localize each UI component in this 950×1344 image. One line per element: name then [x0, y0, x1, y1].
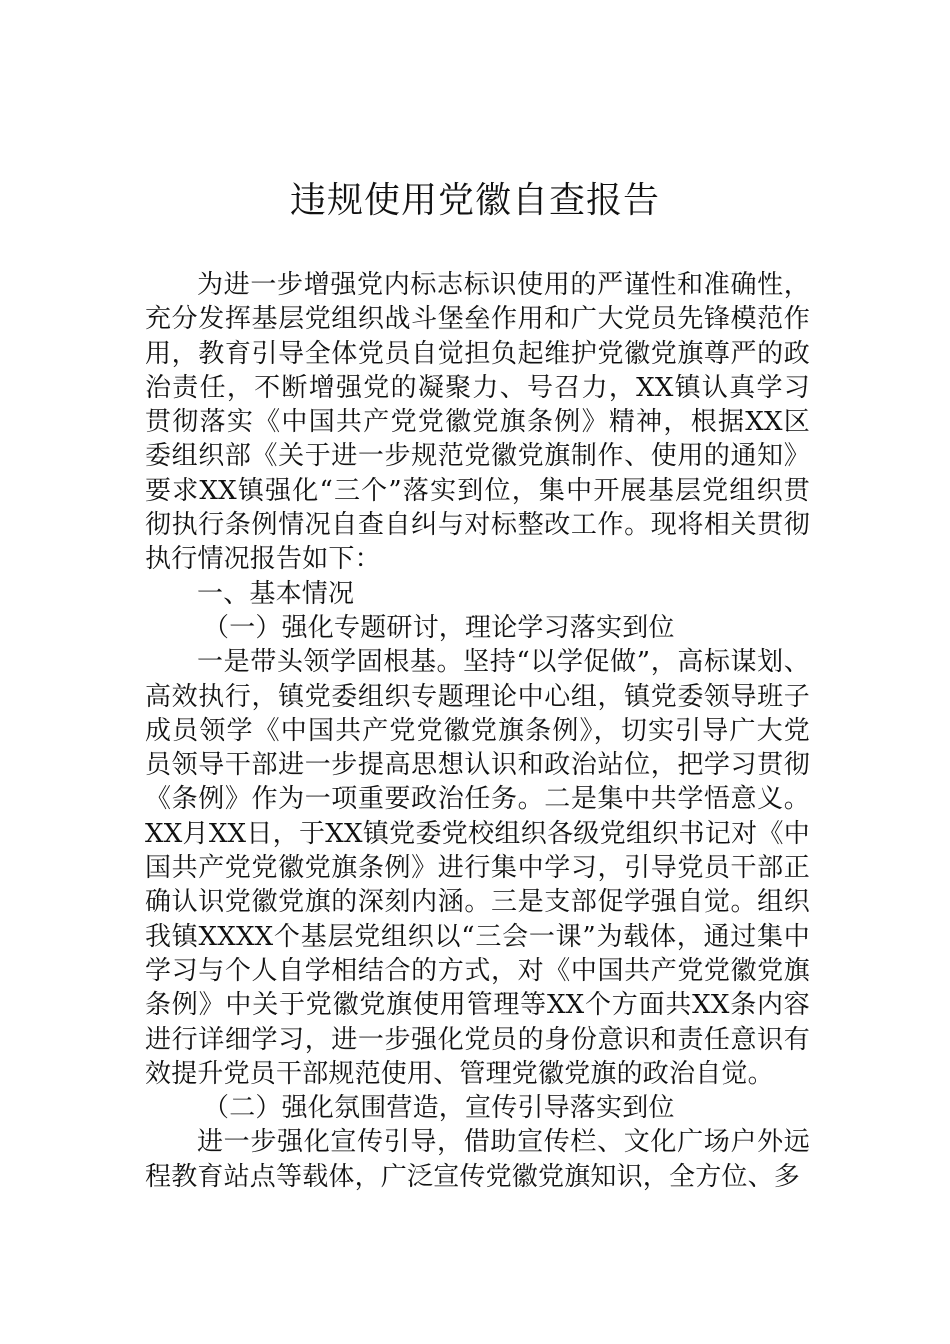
subsection-heading-1: （一）强化专题研讨，理论学习落实到位: [203, 612, 675, 643]
subsection-heading-2: （二）强化氛围营造，宣传引导落实到位: [203, 1093, 675, 1124]
section-heading-basic-situation: 一、基本情况: [197, 578, 355, 609]
document-title: 违规使用党徽自查报告: [289, 180, 660, 221]
intro-paragraph: 为进一步增强党内标志标识使用的严谨性和准确性，充分发挥基层党组织战斗堡垒作用和广大党员先锋模范作用，教育引导全体党员自觉担负起维护党徽党旗尊严的政治责任，不断增强党的凝聚力、号召力，XX镇认真学习贯彻落实《中国共产党党徽党旗条例》精神，根据XX区委组织部《关于进一步规范党徽党旗制作、使用的通知》要求XX镇强化“三个”落实到位，集中开展基层党组织贯彻执行条例情况自查自纠与对标整改工作。现将相关贯彻执行情况报告如下：: [145, 270, 810, 575]
document-body: [145, 268, 810, 1194]
subsection-2-paragraph: 进一步强化宣传引导，借助宣传栏、文化广场户外远程教育站点等载体，广泛宣传党徽党旗知识，全方位、多: [145, 1127, 810, 1192]
subsection-1-paragraph: 一是带头领学固根基。坚持“以学促做”，高标谋划、高效执行，镇党委组织专题理论中心组，镇党委领导班子成员领学《中国共产党党徽党旗条例》，切实引导广大党员领导干部进一步提高思想认识和政治站位，把学习贯彻《条例》作为一项重要政治任务。二是集中共学悟意义。XX月XX日，于XX镇党委党校组织各级党组织书记对《中国共产党党徽党旗条例》进行集中学习，引导党员干部正确认识党徽党旗的深刻内涵。三是支部促学强自觉。组织我镇XXXX个基层党组织以“三会一课”为载体，通过集中学习与个人自学相结合的方式，对《中国共产党党徽党旗条例》中关于党徽党旗使用管理等XX个方面共XX条内容进行详细学习，进一步强化党员的身份意识和责任意识有效提升党员干部规范使用、管理党徽党旗的政治自觉。: [145, 647, 810, 1089]
